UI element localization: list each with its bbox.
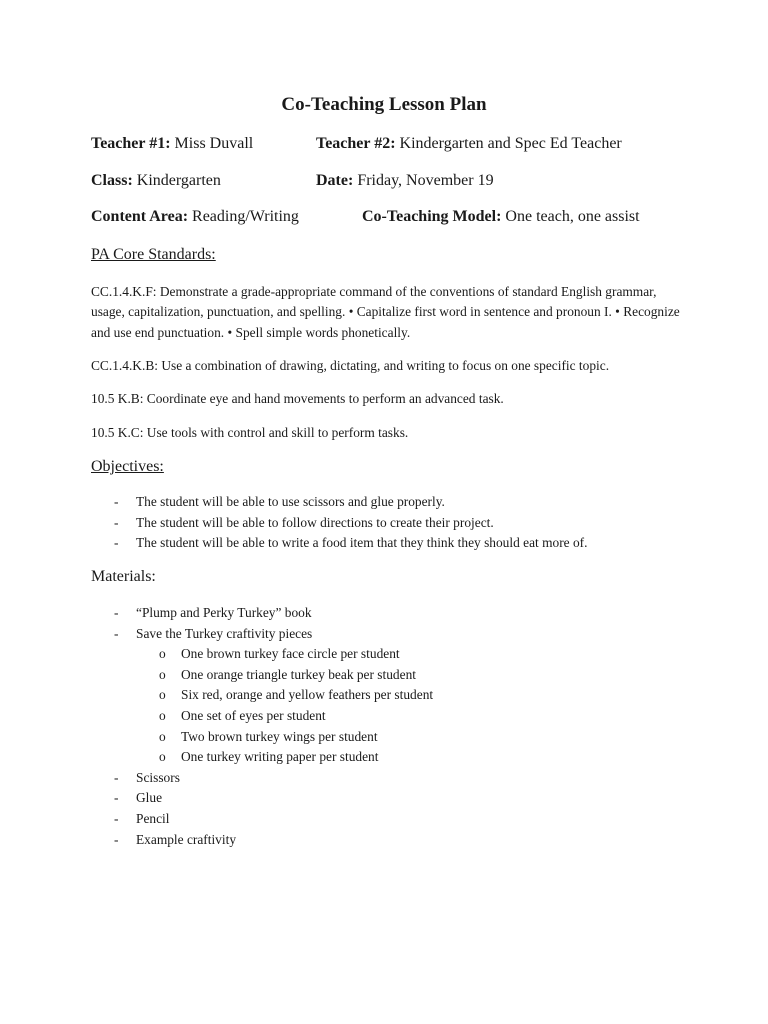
material-craftivity-pieces: Save the Turkey craftivity pieces <box>136 625 313 641</box>
sub-list-item <box>91 665 691 686</box>
standards-heading: PA Core Standards: <box>91 246 216 263</box>
list-item <box>91 533 691 554</box>
objectives-list <box>91 492 691 554</box>
standard-10-5-k-c: 10.5 K.C: Use tools with control and skill to perform tasks. <box>91 425 409 440</box>
content-area-label: Content Area: <box>91 208 189 225</box>
material-scissors: Scissors <box>136 769 180 785</box>
dash-bullet: - <box>114 625 119 641</box>
circle-bullet: o <box>159 728 166 744</box>
circle-bullet: o <box>159 646 166 662</box>
sub-list-item <box>91 727 691 748</box>
list-item <box>91 603 691 624</box>
list-item <box>91 788 691 809</box>
co-teaching-model-field <box>362 208 640 226</box>
piece-text: One orange triangle turkey beak per student <box>181 666 416 682</box>
piece-text: Two brown turkey wings per student <box>181 728 378 744</box>
piece-text: One turkey writing paper per student <box>181 749 379 765</box>
objective-text: The student will be able to follow directions to create their project. <box>136 514 494 530</box>
material-glue: Glue <box>136 790 163 806</box>
sub-list-item <box>91 644 691 665</box>
class-label: Class: <box>91 172 133 189</box>
list-item <box>91 768 691 789</box>
materials-heading: Materials: <box>91 568 156 585</box>
material-pencil: Pencil <box>136 810 170 826</box>
dash-bullet: - <box>114 810 119 826</box>
co-teaching-model-label: Co-Teaching Model: <box>362 208 502 225</box>
circle-bullet: o <box>159 707 166 723</box>
material-book: “Plump and Perky Turkey” book <box>136 605 312 620</box>
dash-bullet: - <box>114 535 119 551</box>
content-area-value: Reading/Writing <box>192 208 299 225</box>
content-area-field <box>91 208 299 226</box>
list-item <box>91 624 691 645</box>
list-item <box>91 492 691 513</box>
dash-bullet: - <box>114 514 119 530</box>
craftivity-pieces-list <box>91 644 691 768</box>
class-value: Kindergarten <box>136 172 221 189</box>
dash-bullet: - <box>114 790 119 806</box>
list-item <box>91 830 691 851</box>
teacher2-value: Kindergarten and Spec Ed Teacher <box>399 135 622 152</box>
teacher1-value: Miss Duvall <box>174 135 254 152</box>
circle-bullet: o <box>159 749 166 765</box>
objective-text: The student will be able to use scissors and glue properly. <box>136 494 445 509</box>
circle-bullet: o <box>159 666 166 682</box>
sub-list-item <box>91 685 691 706</box>
sub-list-item <box>91 706 691 727</box>
date-label: Date: <box>316 172 354 189</box>
standard-cc-1-4-k-f: CC.1.4.K.F: Demonstrate a grade-appropriate command of the conventions of standard English grammar, usage, capitalization, punctuation, and spelling. • Capitalize first word in sentence and pronoun I. • Recognize and use end punctuation. • Spell simple words phonetically. <box>91 284 680 340</box>
piece-text: One set of eyes per student <box>181 707 326 723</box>
teacher2-label: Teacher #2: <box>316 135 396 152</box>
standard-10-5-k-b: 10.5 K.B: Coordinate eye and hand movements to perform an advanced task. <box>91 391 504 406</box>
circle-bullet: o <box>159 687 166 703</box>
class-field <box>91 172 221 190</box>
list-item <box>91 513 691 534</box>
date-field <box>316 172 494 190</box>
page-title: Co-Teaching Lesson Plan <box>281 94 487 115</box>
materials-list <box>91 603 691 850</box>
piece-text: One brown turkey face circle per student <box>181 646 400 662</box>
date-value: Friday, November 19 <box>357 172 494 189</box>
sub-list-item <box>91 747 691 768</box>
dash-bullet: - <box>114 831 119 847</box>
teacher1-label: Teacher #1: <box>91 135 171 152</box>
teacher1-field <box>91 135 253 153</box>
standard-cc-1-4-k-b: CC.1.4.K.B: Use a combination of drawing, dictating, and writing to focus on one specific topic. <box>91 358 610 373</box>
piece-text: Six red, orange and yellow feathers per student <box>181 687 434 703</box>
list-item <box>91 809 691 830</box>
co-teaching-model-value: One teach, one assist <box>505 208 640 225</box>
dash-bullet: - <box>114 769 119 785</box>
material-example: Example craftivity <box>136 831 237 847</box>
teacher2-field <box>316 135 622 153</box>
list-item <box>91 644 691 768</box>
dash-bullet: - <box>114 605 119 620</box>
dash-bullet: - <box>114 494 119 509</box>
objectives-heading: Objectives: <box>91 458 164 475</box>
objective-text: The student will be able to write a food item that they think they should eat more of. <box>136 535 588 551</box>
